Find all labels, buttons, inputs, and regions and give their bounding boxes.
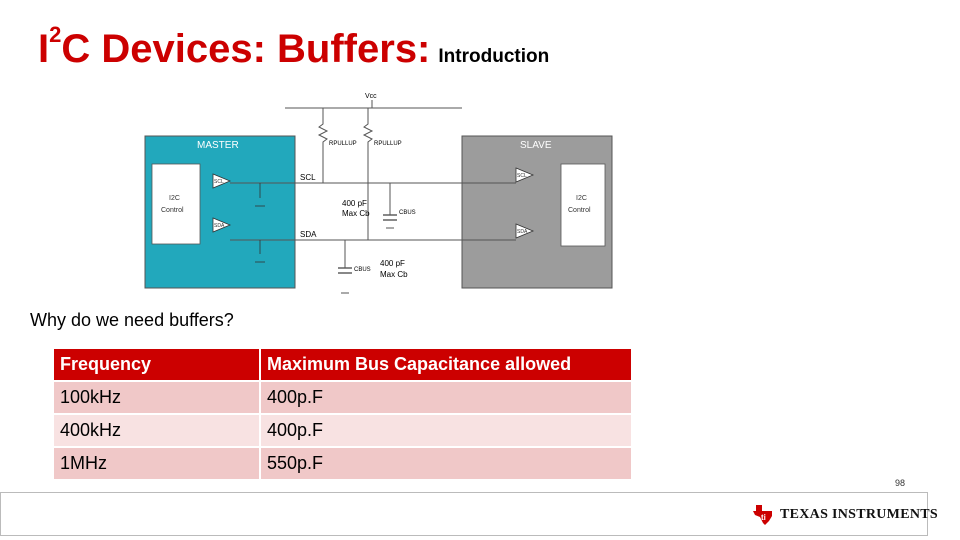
- question-text: Why do we need buffers?: [30, 310, 234, 330]
- slave-i2c-control: [561, 164, 605, 246]
- cbus-label-2: CBUS: [354, 267, 371, 273]
- header-max-capacitance: Maximum Bus Capacitance allowed: [260, 348, 632, 381]
- svg-text:ti: ti: [761, 513, 766, 522]
- slave-control-label: Control: [568, 207, 591, 214]
- pullup-resistor-1: [319, 108, 327, 183]
- title-prefix: I: [38, 27, 50, 71]
- cap1-value: 400 pF: [342, 199, 367, 208]
- master-i2c-control: [152, 164, 200, 244]
- rpullup-label-1: RPULLUP: [329, 141, 357, 147]
- ti-logo: [752, 503, 938, 527]
- capacitance-table: [52, 347, 633, 481]
- cell-capacitance: 550p.F: [260, 447, 632, 480]
- master-i2c-label: I2C: [169, 195, 180, 202]
- master-control-label: Control: [161, 207, 184, 214]
- i2c-bus-diagram: [140, 88, 620, 303]
- logo-text: TEXAS INSTRUMENTS: [780, 507, 938, 522]
- pullup-resistor-2: [364, 108, 372, 240]
- cap1-max: Max Cb: [342, 209, 370, 218]
- title-subtitle: Introduction: [438, 46, 550, 67]
- slave-scl-buffer-label: SCL: [517, 173, 527, 179]
- header-frequency: Frequency: [53, 348, 260, 381]
- table-row: [53, 381, 632, 414]
- title-superscript: 2: [49, 22, 62, 47]
- slave-i2c-label: I2C: [576, 195, 587, 202]
- cell-capacitance: 400p.F: [260, 381, 632, 414]
- cell-frequency: 100kHz: [53, 381, 260, 414]
- master-scl-buffer-label: SCL: [214, 179, 224, 185]
- table-header-row: [53, 348, 632, 381]
- vcc-label: Vcc: [365, 93, 377, 100]
- slave-label: SLAVE: [520, 140, 552, 151]
- cbus-label-1: CBUS: [399, 210, 416, 216]
- slave-sda-buffer-label: SDA: [517, 229, 528, 235]
- rpullup-label-2: RPULLUP: [374, 141, 402, 147]
- texas-state-icon: [752, 503, 774, 527]
- sda-bus-label: SDA: [300, 230, 317, 239]
- cap2-max: Max Cb: [380, 270, 408, 279]
- master-label: MASTER: [197, 140, 239, 151]
- slide-title: [38, 22, 549, 72]
- title-main: C Devices: Buffers:: [61, 27, 431, 71]
- scl-bus-label: SCL: [300, 173, 316, 182]
- cell-frequency: 1MHz: [53, 447, 260, 480]
- cell-frequency: 400kHz: [53, 414, 260, 447]
- page-number: 98: [895, 478, 906, 488]
- cap2-value: 400 pF: [380, 259, 405, 268]
- master-sda-buffer-label: SDA: [214, 223, 225, 229]
- table-row: [53, 414, 632, 447]
- cell-capacitance: 400p.F: [260, 414, 632, 447]
- table-row: [53, 447, 632, 480]
